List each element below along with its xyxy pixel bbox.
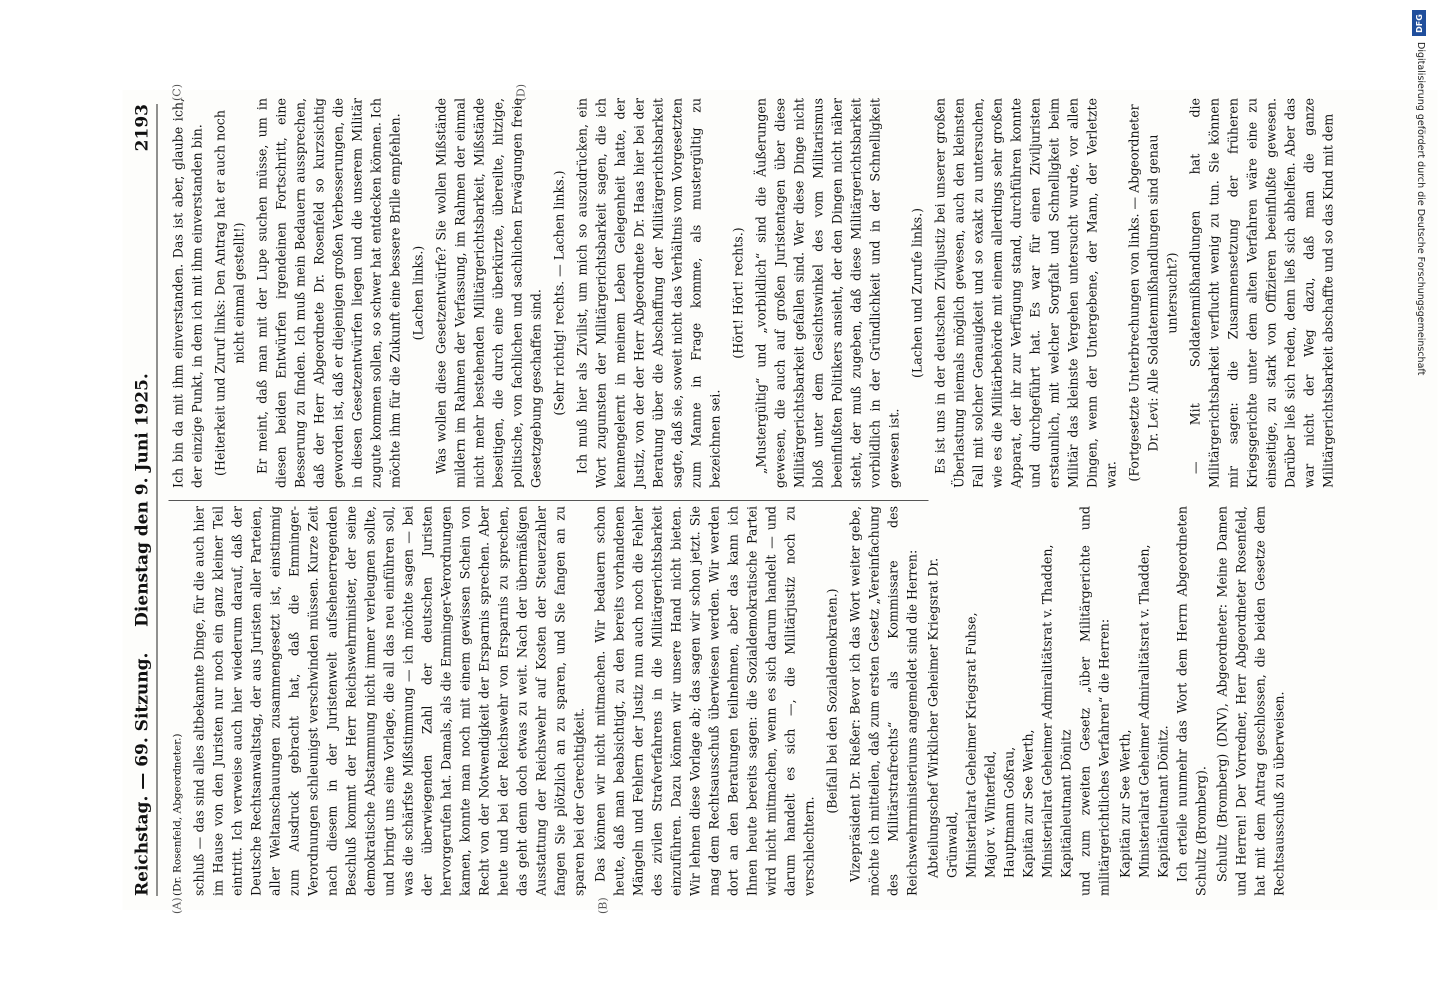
interjection: (Heiterkeit und Zuruf links: Den Antrag hat er auch noch nicht einmal gestellt!) (212, 110, 247, 476)
paragraph: — Mit Soldatenmißhandlungen hat die Militärgerichtsbarkeit verflucht wenig zu tun. Sie können mir sagen: die Zusammensetzung der früheren Kriegsgerichte unter dem alten Verfahren wäre eine zu einseitige, zu stark von Offizieren beeinflußte gewesen. Darüber ließ sich reden, denn ließ sich abhelfen. Aber das war nicht der Weg dazu, daß man die ganze Militärgerichtsbarkeit abschaffte und so das Kind mit dem (1187, 98, 1336, 488)
dfg-credit-text: Digitalisierung gefördert durch die Deutsche Forschungsgemeinschaft (1415, 42, 1426, 376)
margin-mark-b: (B) (596, 897, 610, 914)
interjection: (Sehr richtig! rechts. — Lachen links.) (551, 170, 567, 416)
interjection: (Fortgesetzte Unterbrechungen von links. — Abgeordneter Dr. Levi: Alle Soldatenmißhandlungen sind genau untersucht?) (1126, 104, 1180, 482)
right-column (169, 98, 1336, 488)
page-number: 2193 (132, 104, 153, 152)
list-item: Ministerialrat Geheimer Admiralitätsrat v. Thadden, (1039, 544, 1055, 878)
list-item: Kapitänleutnant Dönitz. (1155, 725, 1171, 878)
list-item: Hauptmann Goßrau, (1001, 746, 1017, 878)
paragraph: Ich muß hier als Zivilist, um mich so auszudrücken, ein Wort zugunsten der Militärgerichtsbarkeit sagen, die ich kennengelernt in meinem Leben Gelegenheit hatte, der Justiz, von der der Herr Abgeordnete Dr. Haas hier bei der Beratung über die Abschaffung der Militärgerichtsbarkeit sagte, daß sie, soweit nicht das Verhältnis vom Vorgesetzten zum Manne in Frage komme, als mustergültig zu bezeichnen sei. (574, 98, 723, 488)
list-item: Kapitän zur See Werth, (1117, 729, 1133, 878)
paragraph: Es ist uns in der deutschen Ziviljustiz bei unserer großen Überlastung niemals möglich gewesen, auch den kleinsten Fall mit solcher Genauigkeit und so exakt zu untersuchen, wie es die Militärbehörde mit einem allerdings sehr großen Apparat, der ihr zur Verfügung stand, durchführen konnte und durchgeführt hat. Es war für einen Ziviljuristen erstaunlich, mit welcher Sorgfalt und Schnelligkeit beim Militär das kleinste Vergehen untersucht wurde, vor allen Dingen, wenn der Untergebene, der Mann, der Verletzte war. (932, 98, 1119, 488)
interjection: (Lachen links.) (410, 245, 426, 341)
rotated-document-page (123, 84, 1438, 914)
dfg-logo-label: DFG (1414, 13, 1424, 33)
dfg-logo-icon (1412, 10, 1426, 36)
paragraph: Das können wir nicht mitmachen. Wir bedauern schon heute, daß man beabsichtigt, zu den bereits vorhandenen Mängeln und Fehlern der Justiz nun auch noch die Fehler des zivilen Strafverfahrens in die Militärgerichtsbarkeit einzuführen. Dazu können wir unsere Hand nicht bieten. Wir lehnen diese Vorlage ab; das sagen wir schon jetzt. Sie mag dem Rechtsausschuß überwiesen werden. Wir werden dort an den Beratungen teilnehmen, aber das kann ich Ihnen heute bereits sagen: die Sozialdemokratische Partei wird nicht mitmachen, wenn es sich darum handelt — und darum handelt es sich —, die Militärjustiz noch zu verschlechtern. (592, 506, 817, 896)
paragraph: und zum zweiten Gesetz „über Militärgerichte und militärgerichtliches Verfahren“ die Herren: (1077, 506, 1112, 896)
paragraph: Vizepräsident Dr. Rießer: Bevor ich das Wort weiter gebe, möchte ich mitteilen, daß zum ersten Gesetz „Vereinfachung des Militärstrafrechts“ als Kommissare des Reichswehrministeriums angemeldet sind die Herren: (847, 506, 920, 896)
left-column (169, 506, 1287, 896)
paragraph: Ich erteile nunmehr das Wort dem Herrn Abgeordneten Schultz (Bromberg). (1174, 506, 1209, 896)
paragraph: Er meint, daß man mit der Lupe suchen müsse, um in diesen beiden Entwürfen irgendeinen Fortschritt, eine Besserung zu finden. Ich muß mein Bedauern aussprechen, daß der Herr Abgeordnete Dr. Rosenfeld so kurzsichtig geworden ist, daß er diejenigen großen Verbesserungen, die in diesen Gesetzentwürfen liegen und die unserem Militär zugute kommen sollen, so schwer hat entdecken können. Ich möchte ihm für die Zukunft eine bessere Brille empfehlen. (254, 98, 403, 488)
interjection: (Beifall bei den Sozialdemokraten.) (824, 588, 840, 814)
margin-mark-d: (D) (514, 84, 528, 102)
paragraph: Schultz (Bromberg) (DNV), Abgeordneter: Meine Damen und Herren! Der Vorredner, Herr Abgeordneter Rosenfeld, hat mit dem Antrag geschlossen, die beiden Gesetze dem Rechtsausschuß zu überweisen. (1214, 506, 1287, 896)
interjection: (Hört! Hört! rechts.) (730, 227, 746, 359)
paragraph: schluß — das sind alles altbekannte Dinge, für die auch hier im Hause von den Juristen nur noch ein ganz kleiner Teil eintritt. Ich verweise auch hier wiederum darauf, daß der Deutsche Rechtsanwaltstag, der aus Juristen aller Parteien, aller Weltanschauungen zusammengesetzt ist, einstimmig zum Ausdruck gebracht hat, daß die Emminger-Verordnungen schleunigst verschwinden müssen. Kurze Zeit nach diesem in der Juristenwelt aufsehenerregenden Beschluß kommt der Herr Reichswehrminister, der seine demokratische Abstammung nicht immer verleugnen sollte, und bringt uns eine Vorlage, die all das neu einführen soll, was die schärfste Mißstimmung — ich möchte sagen — bei der überwiegenden Zahl der deutschen Juristen hervorgerufen hat. Damals, als die Emminger-Verordnungen kamen, konnte man noch mit einem gewissen Schein von Recht von der Notwendigkeit der Ersparnis sprechen. Aber heute und bei der Reichswehr von Ersparnis zu sprechen, das geht denn doch etwas zu weit. Nach der übermäßigen Ausstattung der Reichswehr auf Kosten der Steuerzahler fangen Sie plötzlich an zu sparen, und Sie fangen an zu sparen bei der Gerechtigkeit. (191, 506, 587, 896)
list-item: Major v. Winterfeld, (982, 750, 998, 878)
dfg-credit-strip (1406, 0, 1434, 1000)
list-item: Kapitänleutnant Dönitz (1058, 729, 1074, 878)
list-item: Kapitän zur See Werth, (1020, 729, 1036, 878)
header-date: Dienstag den 9. Juni 1925. (132, 373, 153, 627)
header-left: Reichstag. — 69. Sitzung. (132, 652, 153, 896)
list-item: Ministerialrat Geheimer Admiralitätsrat v. Thadden, (1136, 544, 1152, 878)
list-item: Ministerialrat Geheimer Kriegsrat Fuhse, (963, 612, 979, 878)
page-header (133, 104, 158, 896)
paragraph: „Mustergültig“ und „vorbildlich“ sind die Äußerungen gewesen, die auch auf großen Juristentagen über diese Militärgerichtsbarkeit gefallen sind. Wer diese Dinge nicht bloß unter dem Gesichtswinkel des vom Militarismus beeinflußten Politikers ansieht, der den Dingen nicht näher steht, der muß zugeben, daß diese Militärgerichtsbarkeit vorbildlich in der Gründlichkeit und in der Schnelligkeit gewesen ist. (753, 98, 902, 488)
margin-mark-a: (A) (170, 897, 184, 914)
paragraph: Ich bin da mit ihm einverstanden. Das ist aber, glaube ich, der einzige Punkt, in dem ich mit ihm einverstanden bin. (170, 98, 205, 488)
margin-mark-c: (C) (170, 84, 184, 101)
list-item: Abteilungschef Wirklicher Geheimer Kriegsrat Dr. Grünwald, (925, 557, 960, 878)
paragraph: Was wollen diese Gesetzentwürfe? Sie wollen Mißstände mildern im Rahmen der Verfassung, im Rahmen der einmal nicht mehr bestehenden Militärgerichtsbarkeit, Mißstände beseitigen, die durch eine überkürzte, übereilte, hitzige, politische, von fachlichen und sachlichen Erwägungen freie Gesetzgebung geschaffen sind. (433, 98, 544, 488)
speaker-head: (Dr. Rosenfeld, Abgeordneter.) (171, 733, 184, 896)
interjection: (Lachen und Zurufe links.) (909, 207, 925, 379)
column-divider (169, 500, 929, 501)
